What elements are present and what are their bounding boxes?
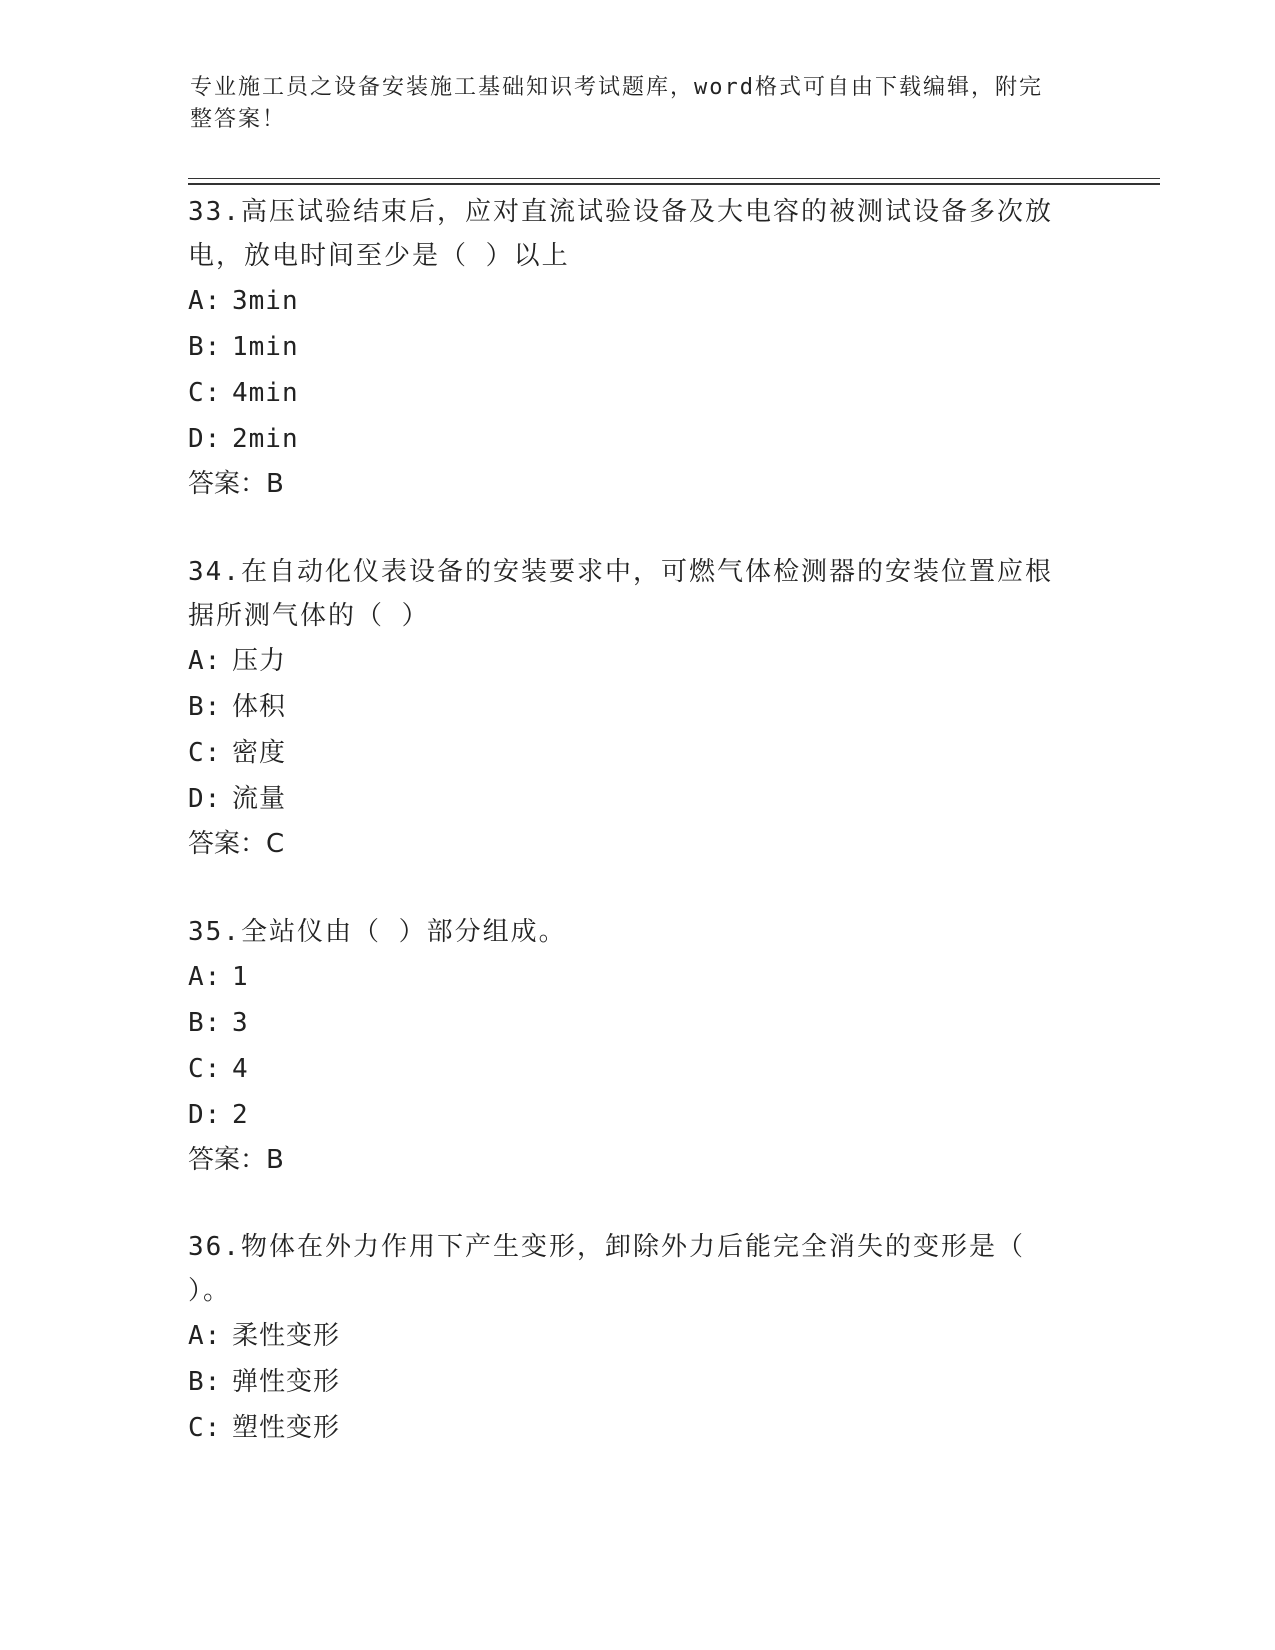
option-text: 体积: [232, 692, 287, 722]
question-text-line-1: 34.在自动化仪表设备的安装要求中，可燃气体检测器的安装位置应根: [188, 557, 1053, 587]
header-line-1: 专业施工员之设备安装施工基础知识考试题库，word格式可自由下载编辑，附完: [190, 75, 1043, 100]
option-letter: A:: [188, 646, 222, 676]
option-letter: A:: [188, 286, 222, 316]
header-line-2: 整答案！: [190, 107, 287, 132]
option-text: 4min: [232, 378, 299, 408]
option-a: [188, 1313, 1088, 1359]
option-text: 密度: [232, 738, 287, 768]
option-b: [188, 684, 1088, 730]
option-c: [188, 1046, 1088, 1092]
option-letter: C:: [188, 738, 222, 768]
option-c: [188, 730, 1088, 776]
option-letter: B:: [188, 692, 222, 722]
question-text-line-1: 36.物体在外力作用下产生变形，卸除外力后能完全消失的变形是（: [188, 1232, 1025, 1262]
question-text-line-2: 据所测气体的（ ）: [188, 601, 430, 631]
option-c: [188, 370, 1088, 416]
option-b: [188, 1000, 1088, 1046]
option-a: [188, 638, 1088, 684]
option-text: 3min: [232, 286, 299, 316]
document-header: [190, 72, 1090, 136]
option-text: 3: [232, 1008, 249, 1038]
option-text: 4: [232, 1054, 249, 1084]
question-text-line-2: ）。: [188, 1276, 232, 1306]
option-letter: B:: [188, 1367, 222, 1397]
option-letter: C:: [188, 378, 222, 408]
option-letter: C:: [188, 1413, 222, 1443]
option-text: 塑性变形: [232, 1413, 341, 1443]
header-divider-thick: [188, 183, 1160, 185]
option-text: 弹性变形: [232, 1367, 341, 1397]
option-letter: C:: [188, 1054, 222, 1084]
option-d: [188, 776, 1088, 822]
option-b: [188, 324, 1088, 370]
option-text: 柔性变形: [232, 1321, 341, 1351]
option-text: 1min: [232, 332, 299, 362]
question-36: [188, 1225, 1088, 1451]
option-text: 2min: [232, 424, 299, 454]
option-d: [188, 1092, 1088, 1138]
header-divider-thin: [188, 178, 1160, 179]
option-letter: D:: [188, 424, 222, 454]
option-d: [188, 416, 1088, 462]
option-c: [188, 1405, 1088, 1451]
option-letter: D:: [188, 1100, 222, 1130]
option-text: 流量: [232, 784, 287, 814]
question-text-line-1: 33.高压试验结束后，应对直流试验设备及大电容的被测试设备多次放: [188, 197, 1053, 227]
question-33: [188, 190, 1088, 506]
option-text: 1: [232, 962, 249, 992]
option-letter: B:: [188, 1008, 222, 1038]
answer-line: 答案：B: [188, 469, 284, 499]
option-letter: B:: [188, 332, 222, 362]
question-34: [188, 550, 1088, 866]
answer-line: 答案：B: [188, 1145, 284, 1175]
option-letter: A:: [188, 962, 222, 992]
question-text-line-2: 电，放电时间至少是（ ）以上: [188, 241, 570, 271]
question-35: [188, 910, 1088, 1182]
option-a: [188, 278, 1088, 324]
question-text-line-1: 35.全站仪由（ ）部分组成。: [188, 917, 567, 947]
option-b: [188, 1359, 1088, 1405]
option-text: 压力: [232, 646, 287, 676]
option-text: 2: [232, 1100, 249, 1130]
option-letter: A:: [188, 1321, 222, 1351]
answer-line: 答案：C: [188, 829, 285, 859]
option-letter: D:: [188, 784, 222, 814]
option-a: [188, 954, 1088, 1000]
